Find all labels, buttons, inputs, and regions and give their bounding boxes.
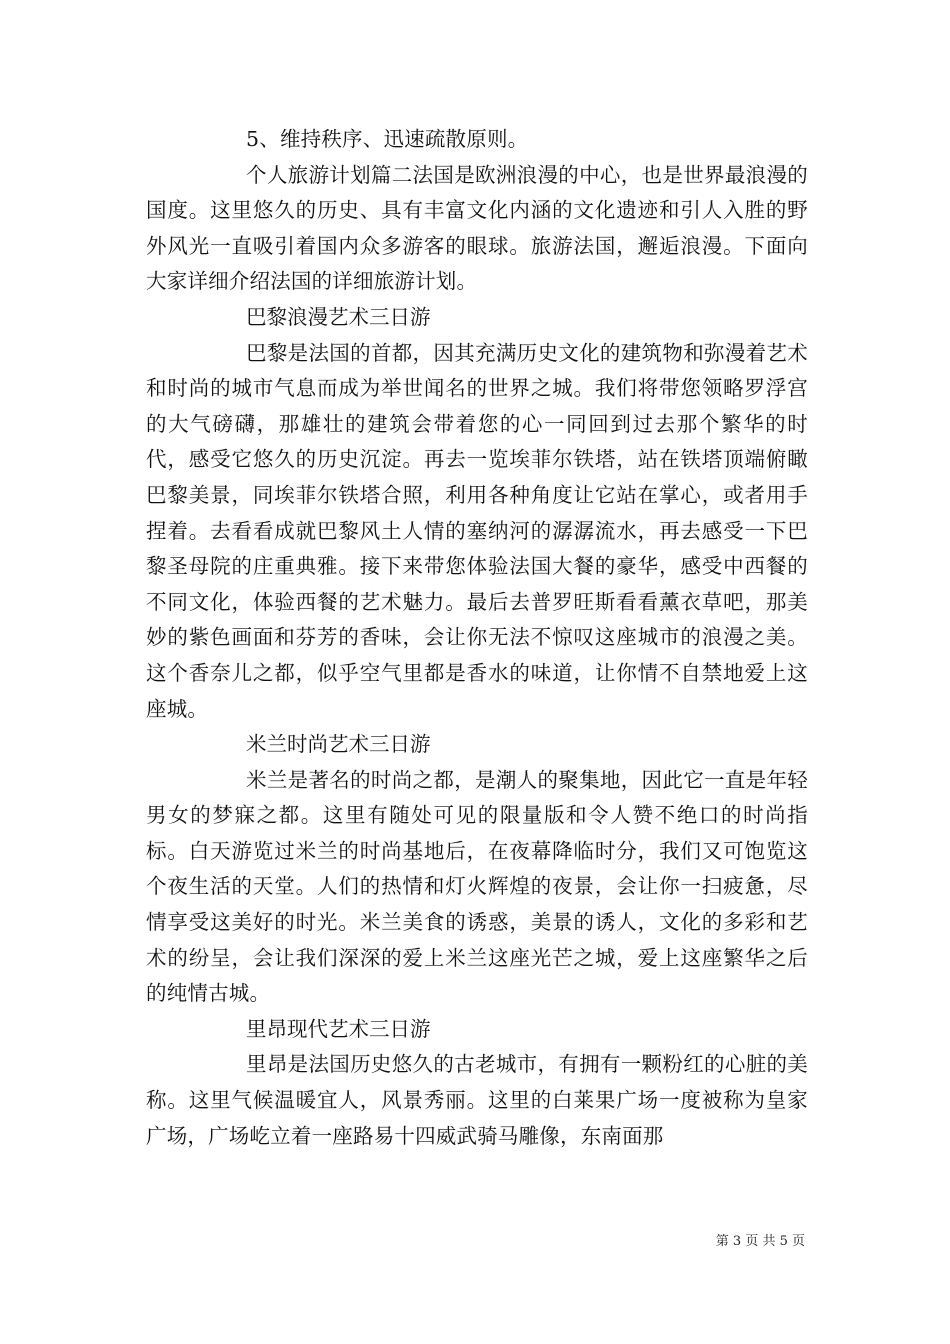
paragraph-paris: 巴黎是法国的首都，因其充满历史文化的建筑物和弥漫着艺术和时尚的城市气息而成为举世闻名的世界之城。我们将带您领略罗浮宫的大气磅礴，那雄壮的建筑会带着您的心一同回到过去那个繁华的时代，感受它悠久的历史沉淀。再去一览埃菲尔铁塔，站在铁塔顶端俯瞰巴黎美景，同埃菲尔铁塔合照，利用各种角度让它站在掌心，或者用手捏着。去看看成就巴黎风土人情的塞纳河的潺潺流水，再去感受一下巴黎圣母院的庄重典雅。接下来带您体验法国大餐的豪华，感受中西餐的不同文化，体验西餐的艺术魅力。最后去普罗旺斯看看薰衣草吧，那美妙的紫色画面和芬芳的香味，会让你无法不惊叹这座城市的浪漫之美。这个香奈儿之都，似乎空气里都是香水的味道，让你情不自禁地爱上这座城。: [146, 340, 808, 721]
document-body: [146, 122, 808, 1154]
heading-paris-tour: 巴黎浪漫艺术三日游: [246, 304, 431, 329]
paragraph-intro-france: 个人旅游计划篇二法国是欧洲浪漫的中心，也是世界最浪漫的国度。这里悠久的历史、具有丰富文化内涵的文化遗迹和引人入胜的野外风光一直吸引着国内众多游客的眼球。旅游法国，邂逅浪漫。下面向大家详细介绍法国的详细旅游计划。: [146, 162, 808, 294]
paragraph-milan: 米兰是著名的时尚之都，是潮人的聚集地，因此它一直是年轻男女的梦寐之都。这里有随处可见的限量版和令人赞不绝口的时尚指标。白天游览过米兰的时尚基地后，在夜幕降临时分，我们又可饱览这个夜生活的天堂。人们的热情和灯火辉煌的夜景，会让你一扫疲惫，尽情享受这美好的时光。米兰美食的诱惑，美景的诱人，文化的多彩和艺术的纷呈，会让我们深深的爱上米兰这座光芒之城，爱上这座繁华之后的纯情古城。: [146, 767, 808, 1006]
heading-lyon-tour: 里昂现代艺术三日游: [246, 1016, 431, 1041]
heading-milan-tour: 米兰时尚艺术三日游: [246, 732, 431, 757]
page-number-footer: 第 3 页 共 5 页: [715, 1234, 805, 1249]
paragraph-principle-5: 5、维持秩序、迅速疏散原则。: [246, 127, 529, 151]
paragraph-lyon: 里昂是法国历史悠久的古老城市，有拥有一颗粉红的心脏的美称。这里气候温暖宜人，风景秀丽。这里的白莱果广场一度被称为皇家广场，广场屹立着一座路易十四威武骑马雕像，东南面那: [146, 1052, 808, 1148]
